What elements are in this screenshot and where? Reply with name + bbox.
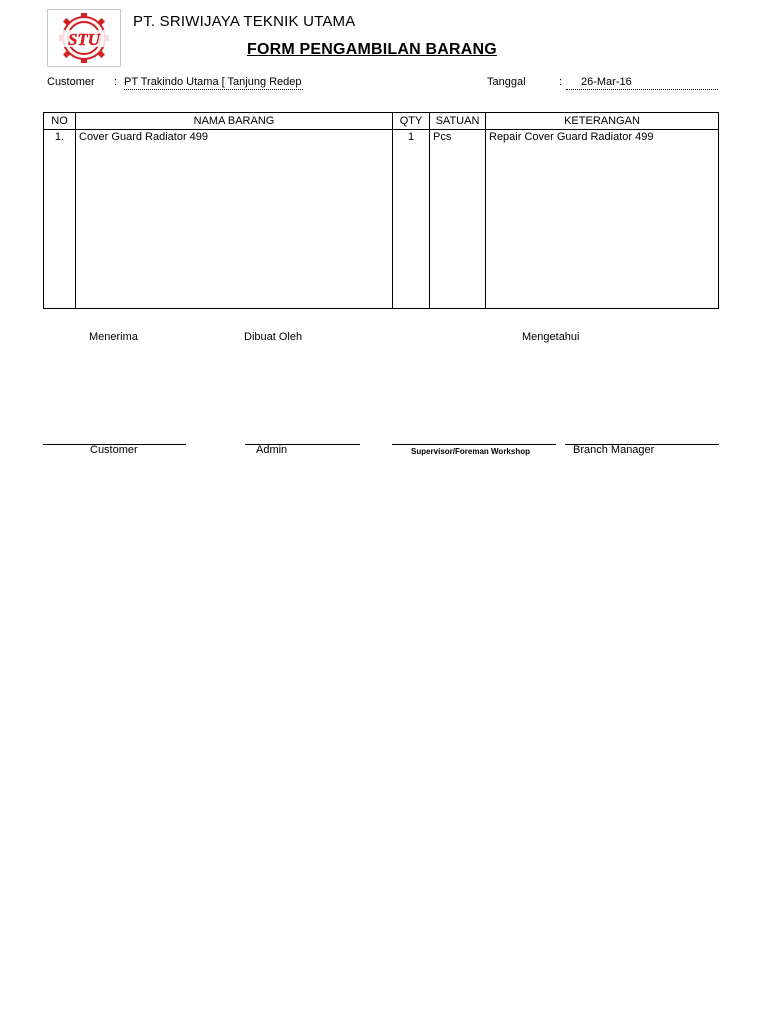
company-name: PT. SRIWIJAYA TEKNIK UTAMA <box>133 13 356 30</box>
column-divider <box>75 113 76 308</box>
date-label: Tanggal <box>487 76 526 88</box>
column-divider <box>429 113 430 308</box>
col-header-keterangan: KETERANGAN <box>564 115 640 127</box>
menerima-label: Menerima <box>89 331 138 343</box>
svg-text:STU: STU <box>67 30 101 49</box>
col-header-nama-barang: NAMA BARANG <box>193 115 275 127</box>
gear-logo-icon <box>48 10 120 66</box>
column-divider <box>485 113 486 308</box>
dibuat-oleh-label: Dibuat Oleh <box>244 331 303 343</box>
cell-nama-barang: Cover Guard Radiator 499 <box>79 131 209 143</box>
date-separator: : <box>559 76 563 88</box>
form-title: FORM PENGAMBILAN BARANG <box>247 41 497 58</box>
customer-value: PT Trakindo Utama [ Tanjung Redep <box>124 76 302 88</box>
cell-keterangan: Repair Cover Guard Radiator 499 <box>489 131 654 143</box>
supervisor-signature-line <box>392 444 556 445</box>
cell-no: 1. <box>54 131 65 143</box>
customer-signature-label: Customer <box>90 444 138 456</box>
items-table <box>43 112 719 309</box>
supervisor-signature-label: Supervisor/Foreman Workshop <box>411 447 530 456</box>
admin-signature-label: Admin <box>256 444 288 456</box>
cell-satuan: Pcs <box>433 131 452 143</box>
col-header-qty: QTY <box>399 115 423 127</box>
customer-separator: : <box>114 76 118 88</box>
cell-qty: 1 <box>407 131 415 143</box>
branch-manager-signature-label: Branch Manager <box>573 444 655 456</box>
col-header-satuan: SATUAN <box>435 115 480 127</box>
customer-label: Customer <box>47 76 95 88</box>
mengetahui-label: Mengetahui <box>522 331 580 343</box>
col-header-no: NO <box>51 115 68 127</box>
company-logo <box>47 9 121 67</box>
date-value: 26-Mar-16 <box>566 76 718 90</box>
